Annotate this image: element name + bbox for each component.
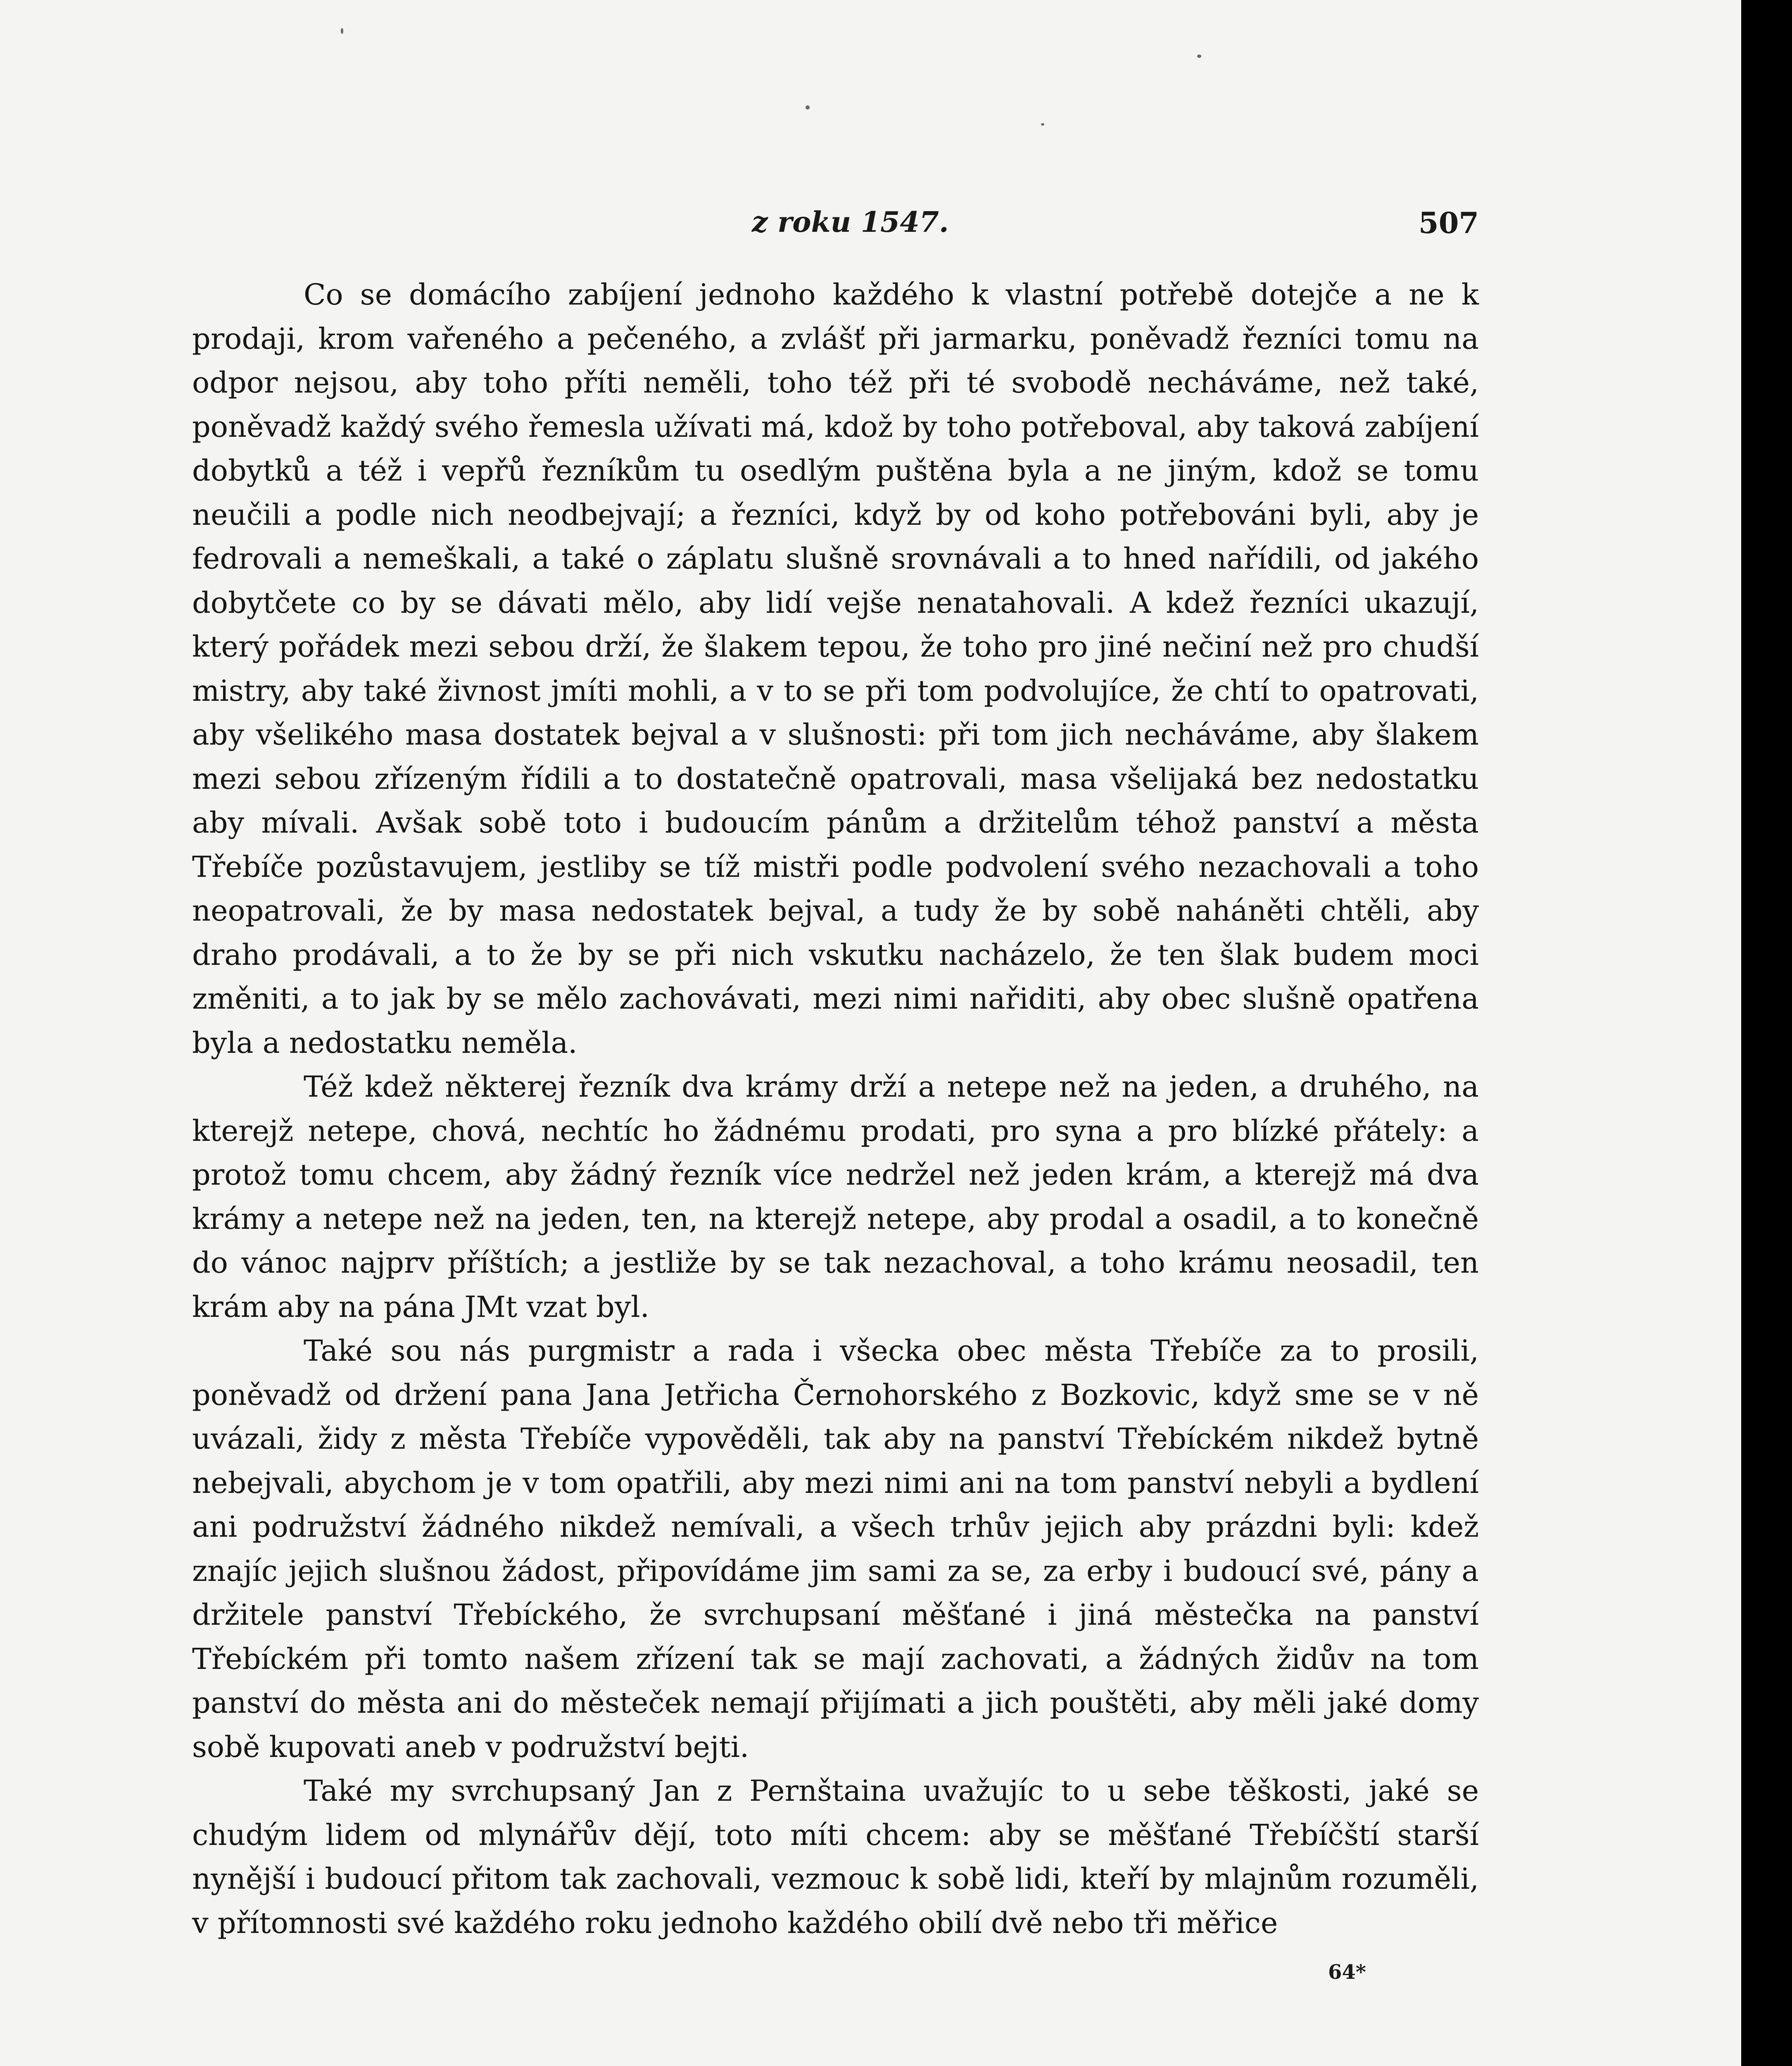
paragraph: Také my svrchupsaný Jan z Pernštaina uvažujíc to u sebe těškosti, jaké se chudým lidem od mlynářův dějí, toto míti chcem: aby se měšťané Třebíčští starší nynější i budoucí přitom tak zachovali, vezmouc k sobě lidi, kteří by mlajnům rozuměli, v přítomnosti své každého roku jednoho každého obilí dvě nebo tři měřice <box>192 1774 1479 1940</box>
scan-speck <box>1041 123 1044 126</box>
running-title: z roku 1547. <box>752 206 949 239</box>
page-number: 507 <box>1418 206 1479 240</box>
paragraph: Též kdež některej řezník dva krámy drží a netepe než na jeden, a druhého, na kterejž netepe, chová, nechtíc ho žádnému prodati, pro syna a pro blízké přátely: a protož tomu chcem, aby žádný řezník více nedržel než jeden krám, a kterejž má dva krámy a netepe než na jeden, ten, na kterejž netepe, aby prodal a osadil, a to konečně do vánoc najprv příštích; a jestliže by se tak nezachoval, a toho krámu neosadil, ten krám aby na pána JMt vzat byl. <box>192 1070 1479 1324</box>
body-text <box>192 273 1479 1945</box>
scan-speck <box>1197 55 1201 58</box>
paragraph: Co se domácího zabíjení jednoho každého k vlastní potřebě dotejče a ne k prodaji, krom vařeného a pečeného, a zvlášť při jarmarku, poněvadž řezníci tomu na odpor nejsou, aby toho příti neměli, toho též při té svobodě necháváme, než také, poněvadž každý svého řemesla užívati má, kdož by toho potřeboval, aby taková zabíjení dobytků a též i vepřů řezníkům tu osedlým puštěna byla a ne jiným, kdož se tomu neučili a podle nich neodbejvají; a řezníci, když by od koho potřebováni byli, aby je fedrovali a nemeškali, a také o záplatu slušně srovnávali a to hned nařídili, od jakého dobytčete co by se dávati mělo, aby lidí vejše nenatahovali. A kdež řezníci ukazují, který pořádek mezi sebou drží, že šlakem tepou, že toho pro jiné nečiní než pro chudší mistry, aby také živnost jmíti mohli, a v to se při tom podvolujíce, že chtí to opatrovati, aby všelikého masa dostatek bejval a v slušnosti: při tom jich necháváme, aby šlakem mezi sebou zřízeným řídili a to dostatečně opatrovali, masa všelijaká bez nedostatku aby mívali. Avšak sobě toto i budoucím pánům a držitelům téhož panství a města Třebíče pozůstavujem, jestliby se tíž mistři podle podvolení svého nezachovali a toho neopatrovali, že by masa nedostatek bejval, a tudy že by sobě naháněti chtěli, aby draho prodávali, a to že by se při nich vskutku nacházelo, že ten šlak budem moci změniti, a to jak by se mělo zachovávati, mezi nimi nařiditi, aby obec slušně opatřena byla a nedostatku neměla. <box>192 278 1479 1060</box>
paragraph: Také sou nás purgmistr a rada i všecka obec města Třebíče za to prosili, poněvadž od držení pana Jana Jetřicha Černohorského z Bozkovic, když sme se v ně uvázali, židy z města Třebíče vypověděli, tak aby na panství Třebíckém nikdež bytně nebejvali, abychom je v tom opatřili, aby mezi nimi ani na tom panství nebyli a bydlení ani podružství žádného nikdež nemívali, a všech trhův jejich aby prázdni byli: kdež znajíc jejich slušnou žádost, připovídáme jim sami za se, za erby i budoucí své, pány a držitele panství Třebíckého, že svrchupsaní měšťané i jiná městečka na panství Třebíckém při tomto našem zřízení tak se mají zachovati, a žádných židův na tom panství do města ani do městeček nemají přijímati a jich pouštěti, aby měli jaké domy sobě kupovati aneb v podružství bejti. <box>192 1334 1479 1764</box>
scan-speck <box>341 28 343 34</box>
page-header <box>192 202 1479 247</box>
signature-mark: 64* <box>1328 1961 1366 1984</box>
scan-speck <box>806 105 810 109</box>
